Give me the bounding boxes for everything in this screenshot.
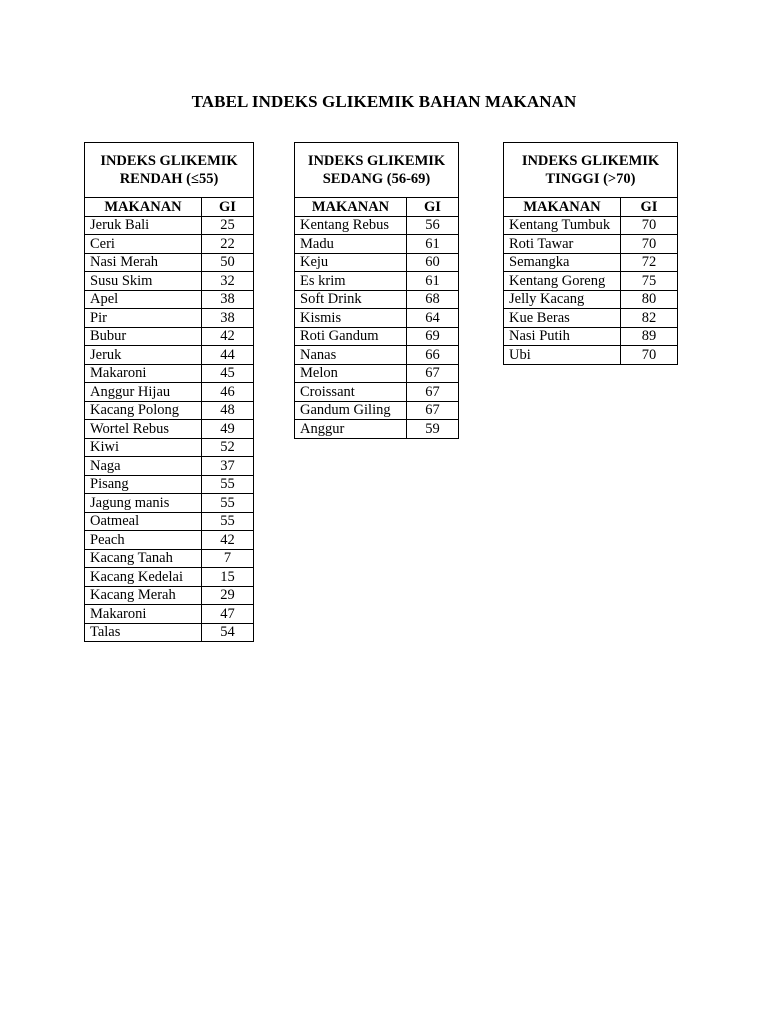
column-header-gi: GI xyxy=(621,198,678,217)
table-body xyxy=(295,216,459,438)
food-name-cell: Oatmeal xyxy=(85,512,202,531)
table-heading-row xyxy=(504,143,678,198)
table-row xyxy=(85,586,254,605)
table-row xyxy=(85,290,254,309)
gi-value-cell: 44 xyxy=(202,346,254,365)
food-name-cell: Nanas xyxy=(295,346,407,365)
gi-value-cell: 69 xyxy=(407,327,459,346)
gi-value-cell: 68 xyxy=(407,290,459,309)
gi-value-cell: 45 xyxy=(202,364,254,383)
gi-value-cell: 42 xyxy=(202,531,254,550)
gi-value-cell: 67 xyxy=(407,364,459,383)
food-name-cell: Gandum Giling xyxy=(295,401,407,420)
food-name-cell: Roti Gandum xyxy=(295,327,407,346)
table-row xyxy=(295,401,459,420)
food-name-cell: Jeruk xyxy=(85,346,202,365)
gi-value-cell: 70 xyxy=(621,346,678,365)
table-row xyxy=(504,290,678,309)
table-row xyxy=(295,327,459,346)
food-name-cell: Pisang xyxy=(85,475,202,494)
food-name-cell: Peach xyxy=(85,531,202,550)
food-name-cell: Anggur xyxy=(295,420,407,439)
food-name-cell: Kentang Rebus xyxy=(295,216,407,235)
gi-value-cell: 37 xyxy=(202,457,254,476)
table-row xyxy=(295,272,459,291)
table-row xyxy=(85,309,254,328)
food-name-cell: Jagung manis xyxy=(85,494,202,513)
table-heading-line1: INDEKS GLIKEMIK xyxy=(307,153,446,169)
food-name-cell: Apel xyxy=(85,290,202,309)
gi-value-cell: 89 xyxy=(621,327,678,346)
gi-value-cell: 72 xyxy=(621,253,678,272)
table-row xyxy=(85,346,254,365)
column-header-food: MAKANAN xyxy=(85,198,202,217)
food-name-cell: Kue Beras xyxy=(504,309,621,328)
table-row xyxy=(85,494,254,513)
food-name-cell: Nasi Merah xyxy=(85,253,202,272)
table-row xyxy=(85,475,254,494)
gi-value-cell: 42 xyxy=(202,327,254,346)
gi-value-cell: 75 xyxy=(621,272,678,291)
gi-value-cell: 25 xyxy=(202,216,254,235)
table-row xyxy=(504,327,678,346)
table-heading xyxy=(504,143,678,198)
table-row xyxy=(504,309,678,328)
table-high-gi xyxy=(503,142,678,365)
table-row xyxy=(85,438,254,457)
gi-value-cell: 70 xyxy=(621,235,678,254)
food-name-cell: Susu Skim xyxy=(85,272,202,291)
table-row xyxy=(85,568,254,587)
table-row xyxy=(504,346,678,365)
table-heading xyxy=(295,143,459,198)
column-header-row xyxy=(85,198,254,217)
gi-value-cell: 50 xyxy=(202,253,254,272)
gi-value-cell: 46 xyxy=(202,383,254,402)
gi-value-cell: 67 xyxy=(407,383,459,402)
food-name-cell: Kacang Merah xyxy=(85,586,202,605)
food-name-cell: Semangka xyxy=(504,253,621,272)
gi-value-cell: 64 xyxy=(407,309,459,328)
table-row xyxy=(295,420,459,439)
food-name-cell: Nasi Putih xyxy=(504,327,621,346)
gi-value-cell: 59 xyxy=(407,420,459,439)
gi-value-cell: 52 xyxy=(202,438,254,457)
column-header-row xyxy=(295,198,459,217)
table-row xyxy=(504,253,678,272)
gi-value-cell: 56 xyxy=(407,216,459,235)
food-name-cell: Ubi xyxy=(504,346,621,365)
table-row xyxy=(85,512,254,531)
gi-value-cell: 70 xyxy=(621,216,678,235)
table-heading xyxy=(85,143,254,198)
table-row xyxy=(504,272,678,291)
page-title: TABEL INDEKS GLIKEMIK BAHAN MAKANAN xyxy=(191,92,577,111)
column-header-gi: GI xyxy=(202,198,254,217)
food-name-cell: Jeruk Bali xyxy=(85,216,202,235)
table-heading-row xyxy=(85,143,254,198)
food-name-cell: Pir xyxy=(85,309,202,328)
gi-value-cell: 32 xyxy=(202,272,254,291)
gi-value-cell: 55 xyxy=(202,494,254,513)
table-body xyxy=(85,216,254,642)
gi-value-cell: 15 xyxy=(202,568,254,587)
gi-value-cell: 48 xyxy=(202,401,254,420)
gi-value-cell: 60 xyxy=(407,253,459,272)
gi-value-cell: 61 xyxy=(407,272,459,291)
table-row xyxy=(85,420,254,439)
food-name-cell: Roti Tawar xyxy=(504,235,621,254)
table-row xyxy=(295,216,459,235)
table-row xyxy=(85,253,254,272)
table-heading-line2: RENDAH (≤55) xyxy=(119,171,219,187)
table-heading-line1: INDEKS GLIKEMIK xyxy=(521,153,660,169)
table-row xyxy=(504,216,678,235)
table-row xyxy=(85,457,254,476)
column-header-gi: GI xyxy=(407,198,459,217)
food-name-cell: Jelly Kacang xyxy=(504,290,621,309)
gi-value-cell: 67 xyxy=(407,401,459,420)
gi-value-cell: 54 xyxy=(202,623,254,642)
gi-value-cell: 7 xyxy=(202,549,254,568)
gi-value-cell: 38 xyxy=(202,309,254,328)
food-name-cell: Soft Drink xyxy=(295,290,407,309)
table-row xyxy=(85,235,254,254)
column-header-food: MAKANAN xyxy=(295,198,407,217)
table-row xyxy=(295,235,459,254)
gi-value-cell: 55 xyxy=(202,475,254,494)
food-name-cell: Talas xyxy=(85,623,202,642)
table-heading-line2: TINGGI (>70) xyxy=(545,171,636,187)
table-row xyxy=(295,346,459,365)
table-row xyxy=(295,309,459,328)
table-heading-line2: SEDANG (56-69) xyxy=(322,171,431,187)
food-name-cell: Wortel Rebus xyxy=(85,420,202,439)
food-name-cell: Kentang Goreng xyxy=(504,272,621,291)
table-row xyxy=(295,383,459,402)
food-name-cell: Kiwi xyxy=(85,438,202,457)
table-heading-line1: INDEKS GLIKEMIK xyxy=(100,153,238,169)
food-name-cell: Madu xyxy=(295,235,407,254)
food-name-cell: Kacang Tanah xyxy=(85,549,202,568)
table-row xyxy=(85,605,254,624)
table-low-gi xyxy=(84,142,254,642)
column-header-food: MAKANAN xyxy=(504,198,621,217)
table-row xyxy=(85,272,254,291)
food-name-cell: Kentang Tumbuk xyxy=(504,216,621,235)
food-name-cell: Makaroni xyxy=(85,364,202,383)
column-header-row xyxy=(504,198,678,217)
table-row xyxy=(85,549,254,568)
table-row xyxy=(85,531,254,550)
food-name-cell: Anggur Hijau xyxy=(85,383,202,402)
gi-value-cell: 38 xyxy=(202,290,254,309)
table-row xyxy=(85,364,254,383)
gi-value-cell: 29 xyxy=(202,586,254,605)
food-name-cell: Keju xyxy=(295,253,407,272)
table-row xyxy=(295,290,459,309)
gi-value-cell: 49 xyxy=(202,420,254,439)
table-row xyxy=(504,235,678,254)
gi-value-cell: 82 xyxy=(621,309,678,328)
gi-value-cell: 22 xyxy=(202,235,254,254)
gi-value-cell: 55 xyxy=(202,512,254,531)
table-row xyxy=(295,253,459,272)
gi-value-cell: 47 xyxy=(202,605,254,624)
table-heading-row xyxy=(295,143,459,198)
table-row xyxy=(295,364,459,383)
food-name-cell: Croissant xyxy=(295,383,407,402)
food-name-cell: Es krim xyxy=(295,272,407,291)
table-row xyxy=(85,401,254,420)
food-name-cell: Ceri xyxy=(85,235,202,254)
food-name-cell: Melon xyxy=(295,364,407,383)
gi-value-cell: 66 xyxy=(407,346,459,365)
food-name-cell: Naga xyxy=(85,457,202,476)
table-body xyxy=(504,216,678,364)
gi-value-cell: 61 xyxy=(407,235,459,254)
table-medium-gi xyxy=(294,142,459,439)
table-row xyxy=(85,216,254,235)
gi-value-cell: 80 xyxy=(621,290,678,309)
food-name-cell: Kacang Polong xyxy=(85,401,202,420)
table-row xyxy=(85,383,254,402)
food-name-cell: Bubur xyxy=(85,327,202,346)
food-name-cell: Kacang Kedelai xyxy=(85,568,202,587)
table-row xyxy=(85,623,254,642)
table-row xyxy=(85,327,254,346)
food-name-cell: Kismis xyxy=(295,309,407,328)
food-name-cell: Makaroni xyxy=(85,605,202,624)
